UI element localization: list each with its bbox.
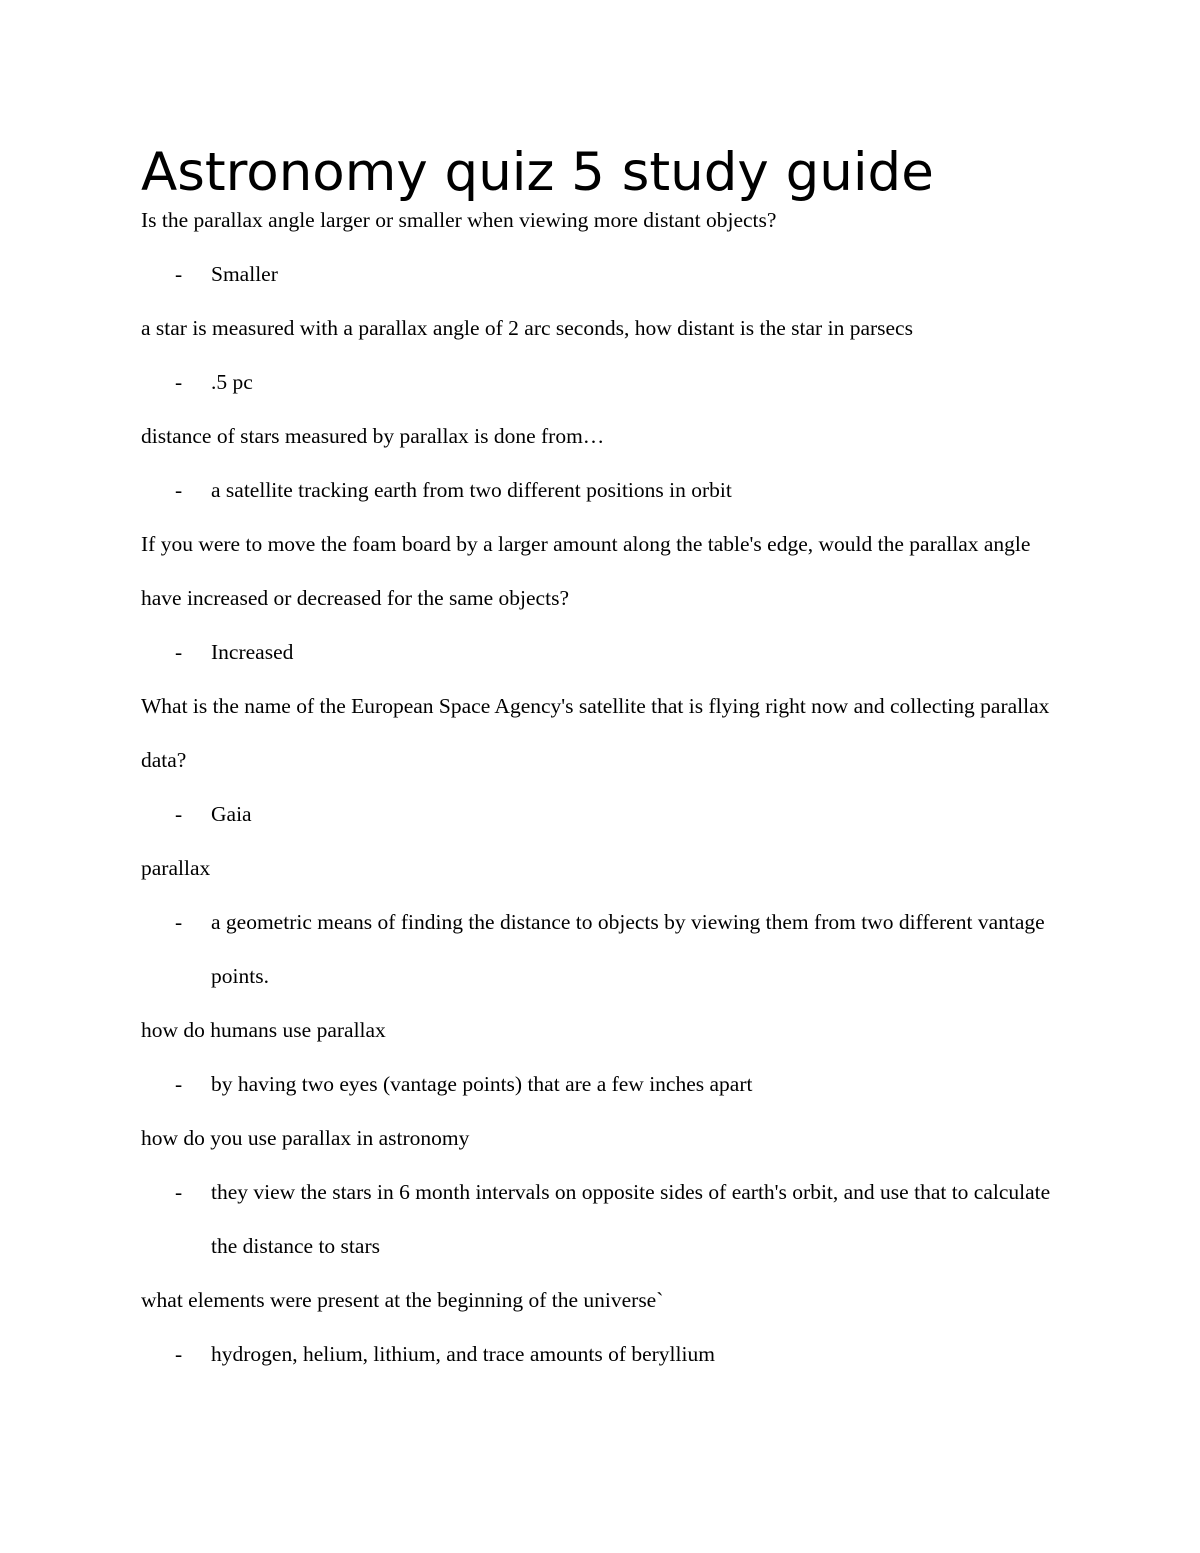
- answer-4: [141, 625, 1071, 679]
- answer-2: [141, 355, 1071, 409]
- question-5: What is the name of the European Space Agency's satellite that is flying right now and collecting parallax data?: [141, 694, 1050, 772]
- question-2: a star is measured with a parallax angle of 2 arc seconds, how distant is the star in parsecs: [141, 316, 913, 340]
- question-9: what elements were present at the beginning of the universe`: [141, 1288, 664, 1312]
- answer-7: [141, 1057, 1071, 1111]
- answer-1: [141, 247, 1071, 301]
- bullet-dash: -: [175, 802, 183, 826]
- question-4: If you were to move the foam board by a larger amount along the table's edge, would the parallax angle have increased or decreased for the same objects?: [141, 532, 1031, 610]
- bullet-dash: -: [175, 910, 183, 934]
- answer-2-text: .5 pc: [211, 370, 253, 394]
- answer-6-text: a geometric means of finding the distance to objects by viewing them from two different vantage points.: [211, 910, 1045, 988]
- answer-4-text: Increased: [211, 640, 294, 664]
- question-8: how do you use parallax in astronomy: [141, 1126, 470, 1150]
- question-7: how do humans use parallax: [141, 1018, 386, 1042]
- bullet-dash: -: [175, 1342, 183, 1366]
- question-6: parallax: [141, 856, 211, 880]
- bullet-dash: -: [175, 262, 183, 286]
- answer-8: [141, 1165, 1071, 1273]
- bullet-dash: -: [175, 1072, 183, 1096]
- answer-3: [141, 463, 1071, 517]
- question-3: distance of stars measured by parallax is done from…: [141, 424, 605, 448]
- bullet-dash: -: [175, 478, 183, 502]
- bullet-dash: -: [175, 1180, 183, 1204]
- document-title: Astronomy quiz 5 study guide: [141, 142, 934, 203]
- answer-3-text: a satellite tracking earth from two different positions in orbit: [211, 478, 732, 502]
- bullet-dash: -: [175, 370, 183, 394]
- answer-7-text: by having two eyes (vantage points) that are a few inches apart: [211, 1072, 753, 1096]
- bullet-dash: -: [175, 640, 183, 664]
- answer-5-text: Gaia: [211, 802, 252, 826]
- answer-8-text: they view the stars in 6 month intervals on opposite sides of earth's orbit, and use that to calculate the distance to stars: [211, 1180, 1051, 1258]
- answer-6: [141, 895, 1071, 1003]
- answer-9: [141, 1327, 1071, 1381]
- answer-9-text: hydrogen, helium, lithium, and trace amounts of beryllium: [211, 1342, 715, 1366]
- answer-1-text: Smaller: [211, 262, 278, 286]
- answer-5: [141, 787, 1071, 841]
- question-1: Is the parallax angle larger or smaller when viewing more distant objects?: [141, 208, 777, 232]
